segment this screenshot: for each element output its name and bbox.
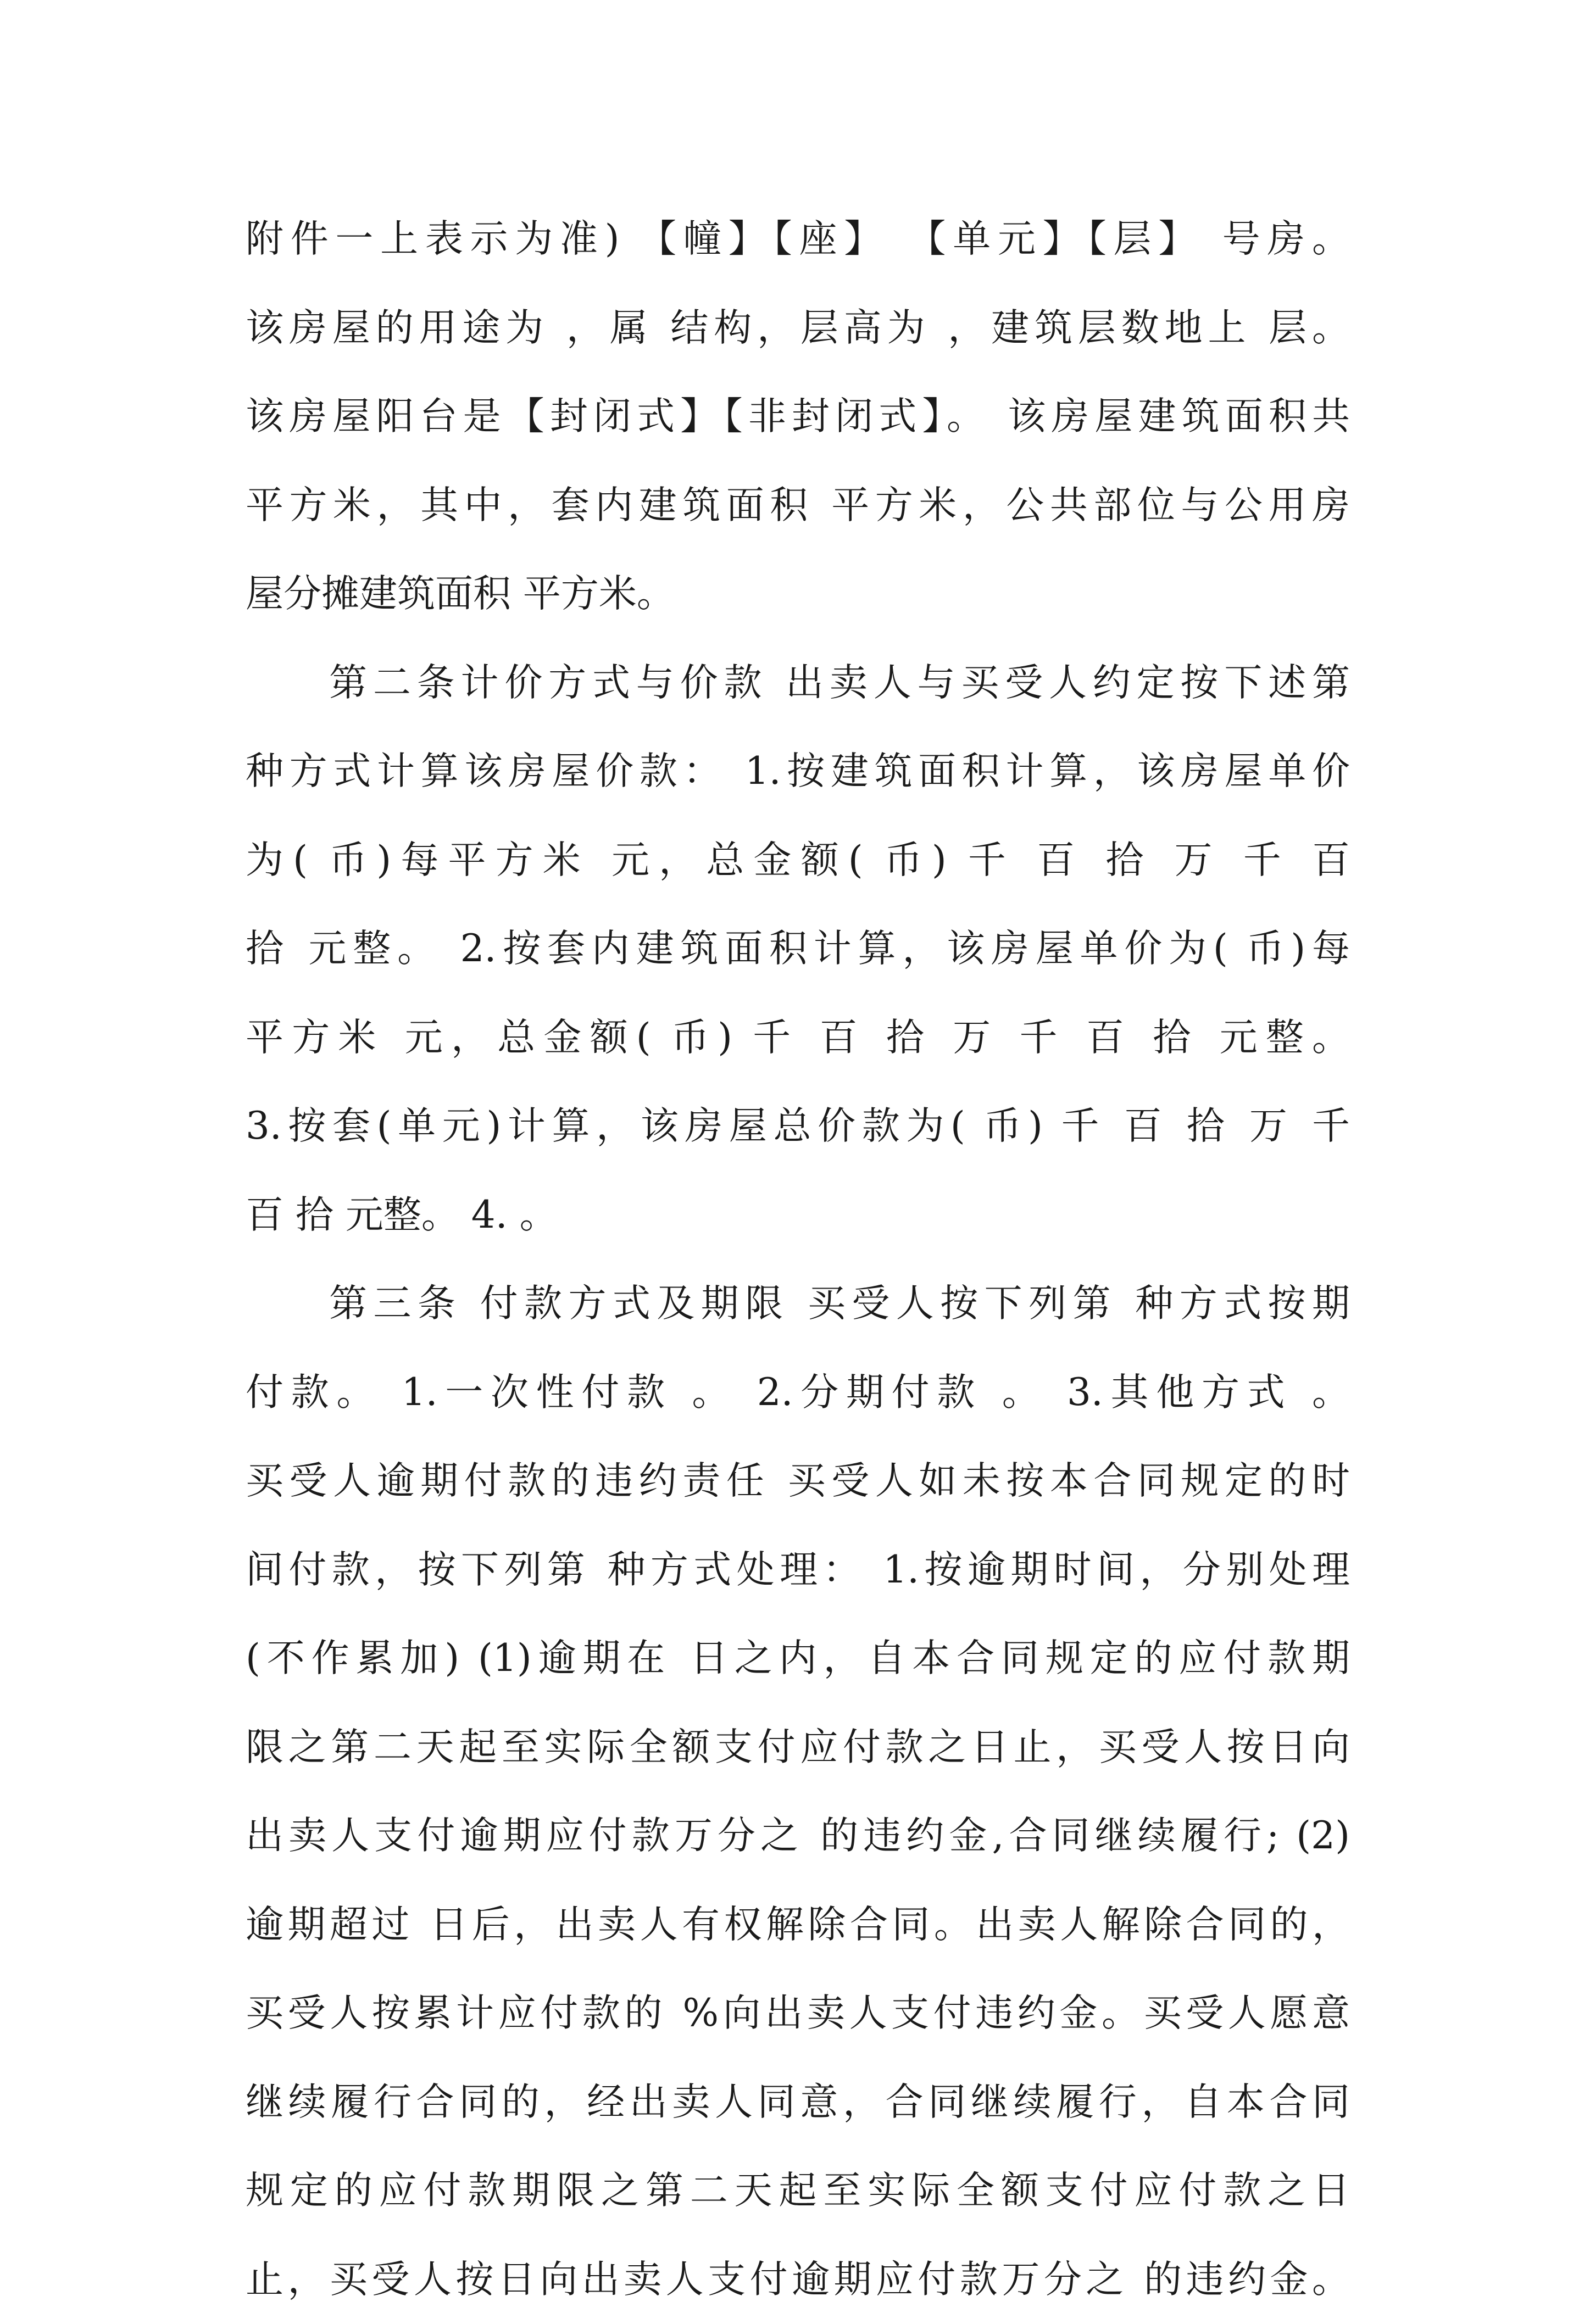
text-line: 该房屋的用途为 ，属 结构，层高为 ，建筑层数地上 层。 bbox=[246, 284, 1350, 373]
text-line: 附件一上表示为准) 【幢】【座】 【单元】【层】 号房。 bbox=[246, 195, 1350, 284]
text-line: 规定的应付款期限之第二天起至实际全额支付应付款之日 bbox=[246, 2147, 1350, 2236]
text-line: 为( 币)每平方米 元，总金额( 币) 千 百 拾 万 千 百 bbox=[246, 816, 1350, 905]
text-line: 继续履行合同的，经出卖人同意，合同继续履行，自本合同 bbox=[246, 2058, 1350, 2147]
text-line: 间付款，按下列第 种方式处理： 1.按逾期时间，分别处理 bbox=[246, 1526, 1350, 1615]
text-line: 平方米 元，总金额( 币) 千 百 拾 万 千 百 拾 元整。 bbox=[246, 994, 1350, 1083]
text-line: 付款。 1.一次性付款 。 2.分期付款 。 3.其他方式 。 bbox=[246, 1348, 1350, 1437]
text-line: 平方米，其中，套内建筑面积 平方米，公共部位与公用房 bbox=[246, 461, 1350, 550]
contract-text bbox=[246, 195, 1350, 2324]
text-line: (不作累加) (1)逾期在 日之内，自本合同规定的应付款期 bbox=[246, 1614, 1350, 1703]
text-line: 买受人按累计应付款的 %向出卖人支付违约金。买受人愿意 bbox=[246, 1969, 1350, 2058]
article-heading-line: 第二条计价方式与价款 出卖人与买受人约定按下述第 bbox=[246, 639, 1350, 728]
text-line: 该房屋阳台是【封闭式】【非封闭式】。 该房屋建筑面积共 bbox=[246, 372, 1350, 461]
text-line: 种方式计算该房屋价款： 1.按建筑面积计算，该房屋单价 bbox=[246, 727, 1350, 816]
text-line: 出卖人支付逾期应付款万分之 的违约金,合同继续履行; (2) bbox=[246, 1792, 1350, 1881]
text-line: 3.按套(单元)计算，该房屋总价款为( 币) 千 百 拾 万 千 bbox=[246, 1082, 1350, 1171]
text-line: 屋分摊建筑面积 平方米。 bbox=[246, 550, 1350, 639]
text-line: 拾 元整。 2.按套内建筑面积计算，该房屋单价为( 币)每 bbox=[246, 905, 1350, 994]
text-line: 逾期超过 日后，出卖人有权解除合同。出卖人解除合同的， bbox=[246, 1881, 1350, 1970]
text-line: 限之第二天起至实际全额支付应付款之日止，买受人按日向 bbox=[246, 1703, 1350, 1792]
text-line: 百 拾 元整。 4. 。 bbox=[246, 1171, 1350, 1260]
text-line: 止，买受人按日向出卖人支付逾期应付款万分之 的违约金。 bbox=[246, 2236, 1350, 2324]
text-line: 买受人逾期付款的违约责任 买受人如未按本合同规定的时 bbox=[246, 1437, 1350, 1526]
article-heading-line: 第三条 付款方式及期限 买受人按下列第 种方式按期 bbox=[246, 1259, 1350, 1348]
